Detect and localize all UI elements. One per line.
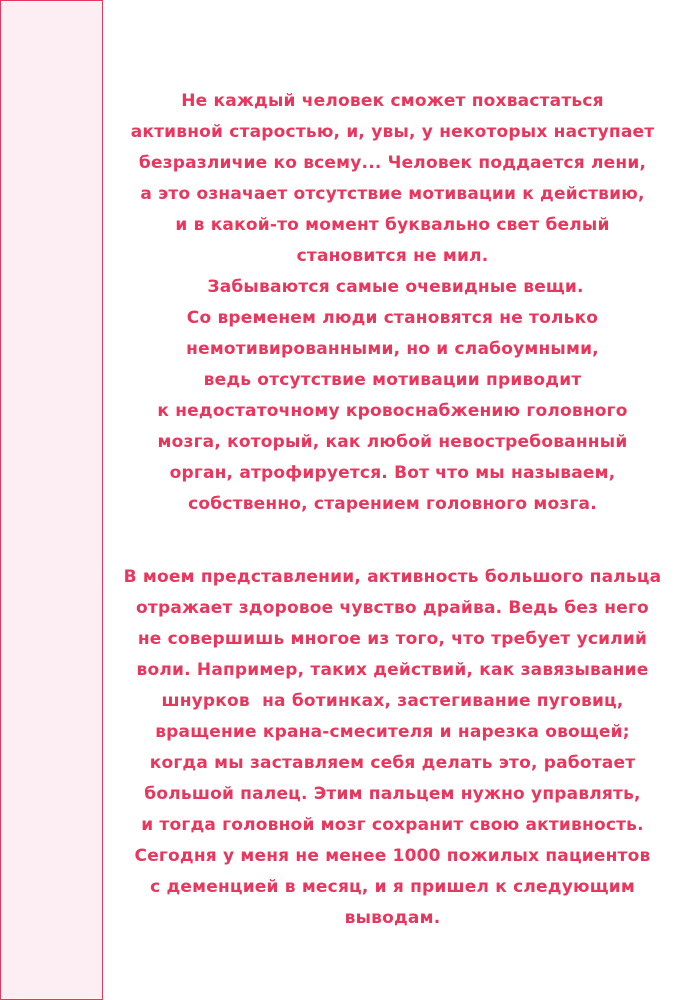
text-line: выводам. <box>344 908 441 928</box>
text-line: к недостаточному кровоснабжению головного <box>157 401 628 421</box>
text-line: немотивированными, но и слабоумными, <box>186 339 599 359</box>
text-line: Не каждый человек сможет похвастаться <box>181 91 604 111</box>
text-line: с деменцией в месяц, и я пришел к следующим <box>150 877 635 897</box>
text-line: большой палец. Этим пальцем нужно управлять, <box>144 784 641 804</box>
text-line: В моем представлении, активность большого пальца <box>123 567 662 587</box>
left-sidebar-decoration <box>0 0 103 1000</box>
text-line: становится не мил. <box>296 246 489 266</box>
paragraph-2 <box>103 562 682 934</box>
text-line: и в какой-то момент буквально свет белый <box>175 215 610 235</box>
paragraph-1 <box>103 86 682 520</box>
text-line: вращение крана-смесителя и нарезка овощей; <box>155 722 630 742</box>
text-line: безразличие ко всему... Человек поддается лени, <box>138 153 647 173</box>
text-line: собственно, старением головного мозга. <box>188 494 597 514</box>
text-line: Со временем люди становятся не только <box>186 308 599 328</box>
text-line: шнурков на ботинках, застегивание пуговиц, <box>161 691 624 711</box>
text-line: мозга, который, как любой невостребованный <box>157 432 628 452</box>
text-line: орган, атрофируется. Вот что мы называем, <box>169 463 616 483</box>
text-line: воли. Например, таких действий, как завязывание <box>136 660 649 680</box>
text-line: когда мы заставляем себя делать это, работает <box>149 753 636 773</box>
text-line: отражает здоровое чувство драйва. Ведь без него <box>136 598 649 618</box>
text-line: не совершишь многое из того, что требует усилий <box>137 629 648 649</box>
text-line: Сегодня у меня не менее 1000 пожилых пациентов <box>134 846 651 866</box>
text-line: активной старостью, и, увы, у некоторых наступает <box>130 122 655 142</box>
text-line: и тогда головной мозг сохранит свою активность. <box>141 815 644 835</box>
text-line: Забываются самые очевидные вещи. <box>201 277 584 297</box>
text-line: ведь отсутствие мотивации приводит <box>203 370 582 390</box>
text-line: а это означает отсутствие мотивации к действию, <box>140 184 645 204</box>
